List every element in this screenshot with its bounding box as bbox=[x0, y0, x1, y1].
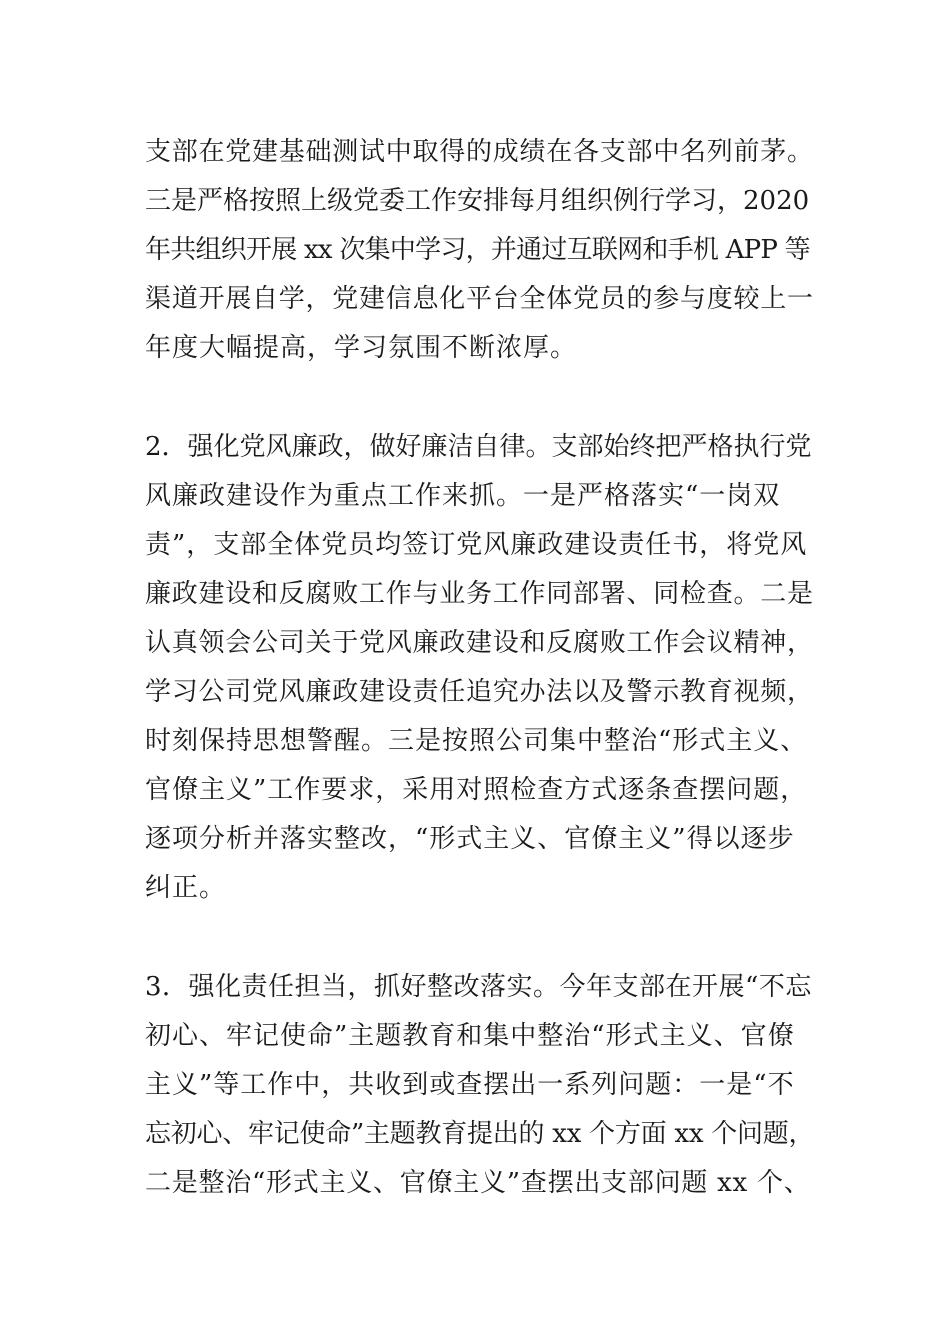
text-line: 三是严格按照上级党委工作安排每月组织例行学习，2020 bbox=[145, 186, 810, 216]
text-line: 官僚主义”工作要求，采用对照检查方式逐条查摆问题， bbox=[145, 775, 808, 805]
text-line: 渠道开展自学，党建信息化平台全体党员的参与度较上一 bbox=[145, 284, 814, 314]
text-line: 支部在党建基础测试中取得的成绩在各支部中名列前茅。 bbox=[145, 137, 814, 167]
text-line: 责”，支部全体党员均签订党风廉政建设责任书，将党风 bbox=[145, 530, 808, 560]
text-line: 时刻保持思想警醒。三是按照公司集中整治“形式主义、 bbox=[145, 726, 808, 756]
paragraph-2 bbox=[145, 423, 815, 913]
text-line: 学习公司党风廉政建设责任追究办法以及警示教育视频， bbox=[145, 677, 814, 707]
paragraph-gap bbox=[145, 373, 815, 423]
paragraph-3 bbox=[145, 963, 815, 1208]
text-line: 风廉政建设作为重点工作来抓。一是严格落实“一岗双 bbox=[145, 481, 781, 511]
text-line: 主义”等工作中，共收到或查摆出一系列问题：一是“不 bbox=[145, 1070, 795, 1100]
text-line: 3．强化责任担当，抓好整改落实。今年支部在开展“不忘 bbox=[145, 972, 812, 1002]
text-line: 初心、牢记使命”主题教育和集中整治“形式主义、官僚 bbox=[145, 1021, 795, 1051]
document-body bbox=[145, 128, 815, 1208]
text-line: 廉政建设和反腐败工作与业务工作同部署、同检查。二是 bbox=[145, 579, 814, 609]
text-line: 年度大幅提高，学习氛围不断浓厚。 bbox=[145, 333, 578, 363]
text-line: 纠正。 bbox=[145, 873, 227, 903]
text-line: 年共组织开展 xx 次集中学习，并通过互联网和手机 APP 等 bbox=[145, 235, 810, 265]
text-line: 逐项分析并落实整改，“形式主义、官僚主义”得以逐步 bbox=[145, 824, 795, 854]
paragraph-1 bbox=[145, 128, 815, 373]
text-line: 忘初心、牢记使命”主题教育提出的 xx 个方面 xx 个问题， bbox=[145, 1119, 815, 1149]
text-line: 认真领会公司关于党风廉政建设和反腐败工作会议精神， bbox=[145, 628, 814, 658]
text-line: 2．强化党风廉政，做好廉洁自律。支部始终把严格执行党 bbox=[145, 432, 812, 462]
paragraph-gap bbox=[145, 913, 815, 963]
text-line: 二是整治“形式主义、官僚主义”查摆出支部问题 xx 个、 bbox=[145, 1168, 811, 1198]
